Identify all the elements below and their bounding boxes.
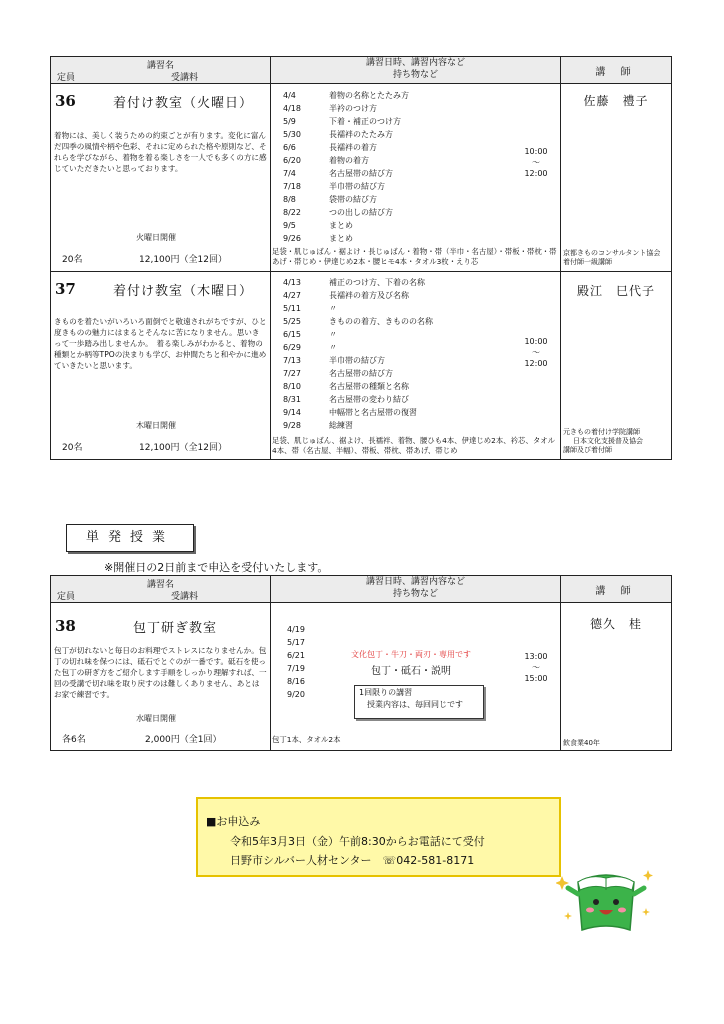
course-held-day: 木曜日開催 <box>136 421 176 430</box>
apply-contact[interactable]: 日野市シルバー人材センター ☏042-581-8171 <box>230 854 475 867</box>
header-fee: 受講料 <box>171 592 199 602</box>
course-title: 着付け教室（火曜日） <box>113 96 254 111</box>
course-description: 着物には、美しく装うための約束ごとが有ります。変化に富んだ四季の風情や柄や色彩、それに定められた格や原則など、それらを学びながら、着物を着る楽しさを一人でも多くの方に感じていただきたいと思っております。 <box>54 131 267 173</box>
course-items: 包丁1本、タオル2本 <box>272 735 341 744</box>
course-held-day: 火曜日開催 <box>136 233 176 242</box>
apply-heading: ■お申込み <box>206 815 261 828</box>
course-number: 36 <box>55 92 76 110</box>
course-description: 包丁が切れないと毎日のお料理でストレスになりませんか。包丁の切れ味を保つには、砥石でとぐのが一番です。砥石を使った包丁の研ぎ方をご紹介します手順をしっかり理解すれば、一回の受講で切れ味を取り戻すのは難しくありません、あとはお家で練習です。 <box>54 646 267 699</box>
one-time-note-box: 1回限りの講習 授業内容は、毎回同じです <box>354 685 484 719</box>
course-36-row: 36 着付け教室（火曜日） 着物には、美しく装うための約束ごとが有ります。変化に富んだ四季の風情や柄や色彩、それに定められた格や原則など、それらを学びながら、着物を着る楽しさを一人でも多くの方に感じていただきたいと思っております。 火曜日開催 20名 12,100円（全12回） 4/4 着物の名称とたたみ方 4/18 半衿のつけ方 5/9 下着・補正のつけ方 5/30 長襦袢のたたみ方 6/6 長襦袢の着方 6/20 着物の着方 7/4 名古屋帯の結び方 7/18 半巾帯の結び方 8/8 袋帯の結び方 8/22 つの出しの結び方 9/5 まとめ 9/26 まとめ 10:00 ～ 12:00 足袋・肌じゅばん・裾よけ・長じゅばん・着物・帯（半巾・名古屋）・帯板・帯枕・帯あげ・帯じめ・伊達じめ2本・腰ヒモ4本・タオル3枚・えり芯 佐藤 禮子 京都きものコンサルタント協会 着付師一級講師 <box>51 84 672 272</box>
course-capacity: 20名 <box>62 443 83 453</box>
apply-date: 令和5年3月3日（金）午前8:30からお電話にて受付 <box>230 835 485 848</box>
teacher-org: 元きもの着付け学院講師 日本文化支援普及協会 講師及び着付師 <box>563 428 643 454</box>
header-capacity: 定員 <box>57 592 76 602</box>
single-lesson-heading: 単発授業 <box>66 524 194 552</box>
course-37-row: 37 着付け教室（木曜日） きものを着たいがいろいろ面倒でと敬遠されがちですが、ひと度きものの魅力にはまるとそんなに苦になりません。思いきって一歩踏み出しませんか。 着る楽しみがわかると、着物の種類とか柄等TPOの決まりも学び、お仲間たちと和やかに進めていきたいと思います。 木曜日開催 20名 12,100円（全12回） 4/13 補正のつけ方、下着の名称 4/27 長襦袢の着方及び名称 5/11 〃 5/25 きものの着方、きものの名称 6/15 〃 6/29 〃 7/13 半巾帯の結び方 7/27 名古屋帯の結び方 8/10 名古屋帯の種類と名称 8/31 名古屋帯の変わり結び 9/14 中幅帯と名古屋帯の復習 9/28 総練習 10:00 ～ 12:00 足袋、肌じゅばん、裾よけ、長襦袢、着物、腰ひも4本、伊達じめ2本、衿芯、タオル4本、帯（名古屋、半幅）、帯板、帯枕、帯あげ、帯じめ 殿江 巳代子 元きもの着付け学院講師 日本文化支援普及協会 講師及び着付師 <box>51 272 672 460</box>
table-header <box>51 57 672 84</box>
teacher-name: 殿江 巳代子 <box>576 284 655 298</box>
course-held-day: 水曜日開催 <box>136 714 176 723</box>
teacher-org: 京都きものコンサルタント協会 着付師一級講師 <box>563 249 661 266</box>
course-number: 38 <box>55 617 76 635</box>
course-time: 10:00 ～ 12:00 <box>524 147 548 178</box>
course-fee: 12,100円（全12回） <box>139 443 227 453</box>
course-title: 着付け教室（木曜日） <box>113 284 254 299</box>
teacher-name: 德久 桂 <box>589 617 642 631</box>
header-fee: 受講料 <box>171 73 199 83</box>
teacher-name: 佐藤 禮子 <box>583 94 649 108</box>
header-schedule: 講習日時、講習内容など <box>365 58 465 68</box>
course-capacity: 各6名 <box>62 735 86 745</box>
header-teacher: 講 師 <box>561 57 672 84</box>
course-time: 13:00 ～ 15:00 <box>524 652 548 683</box>
course-table-2 <box>50 575 672 751</box>
lesson-content: 包丁・砥石・説明 <box>371 666 451 677</box>
single-lesson-note: ※開催日の2日前まで申込を受付いたします。 <box>104 561 329 574</box>
header-course-name: 講習名 <box>146 580 174 590</box>
application-box <box>196 797 561 877</box>
header-course-name: 講習名 <box>146 61 174 71</box>
course-description: きものを着たいがいろいろ面倒でと敬遠されがちですが、ひと度きものの魅力にはまるとそんなに苦になりません。思いきって一歩踏み出しませんか。 着る楽しみがわかると、着物の種類とか柄等TPOの決まりも学び、お仲間たちと和やかに進めていきたいと思います。 <box>54 317 267 370</box>
table-header <box>51 576 672 603</box>
header-schedule: 講習日時、講習内容など <box>365 577 465 587</box>
course-capacity: 20名 <box>62 255 83 265</box>
course-38-row: 38 包丁研ぎ教室 包丁が切れないと毎日のお料理でストレスになりませんか。包丁の切れ味を保つには、砥石でとぐのが一番です。砥石を使った包丁の研ぎ方をご紹介します手順をしっかり理解すれば、一回の受講で切れ味を取り戻すのは難しくありません、あとはお家で練習です。 水曜日開催 各6名 2,000円（全1回） 4/19 5/17 6/21 7/19 8/16 9/20 文化包丁・牛刀・両刃・専用です 包丁・砥石・説明 13:00 ～ 15:00 1回限りの講習 授業内容は、毎回同じです 包丁1本、タオル2本 德久 桂 飲食業40年 <box>51 603 672 751</box>
course-items: 足袋、肌じゅばん、裾よけ、長襦袢、着物、腰ひも4本、伊達じめ2本、衿芯、タオル4本、帯（名古屋、半幅）、帯板、帯枕、帯あげ、帯じめ <box>272 436 556 455</box>
header-items: 持ち物など <box>392 70 438 80</box>
header-items: 持ち物など <box>392 589 438 599</box>
course-fee: 12,100円（全12回） <box>139 255 227 265</box>
book-mascot-icon <box>556 864 656 936</box>
course-title: 包丁研ぎ教室 <box>133 621 218 636</box>
knife-types: 文化包丁・牛刀・両刃・専用です <box>351 650 471 659</box>
course-fee: 2,000円（全1回） <box>145 735 222 745</box>
header-capacity: 定員 <box>57 73 76 83</box>
teacher-org: 飲食業40年 <box>563 739 600 747</box>
course-items: 足袋・肌じゅばん・裾よけ・長じゅばん・着物・帯（半巾・名古屋）・帯板・帯枕・帯あげ・帯じめ・伊達じめ2本・腰ヒモ4本・タオル3枚・えり芯 <box>272 247 557 266</box>
course-time: 10:00 ～ 12:00 <box>524 337 548 368</box>
course-table-1 <box>50 56 672 460</box>
course-number: 37 <box>55 280 76 298</box>
header-teacher: 講 師 <box>561 576 672 603</box>
